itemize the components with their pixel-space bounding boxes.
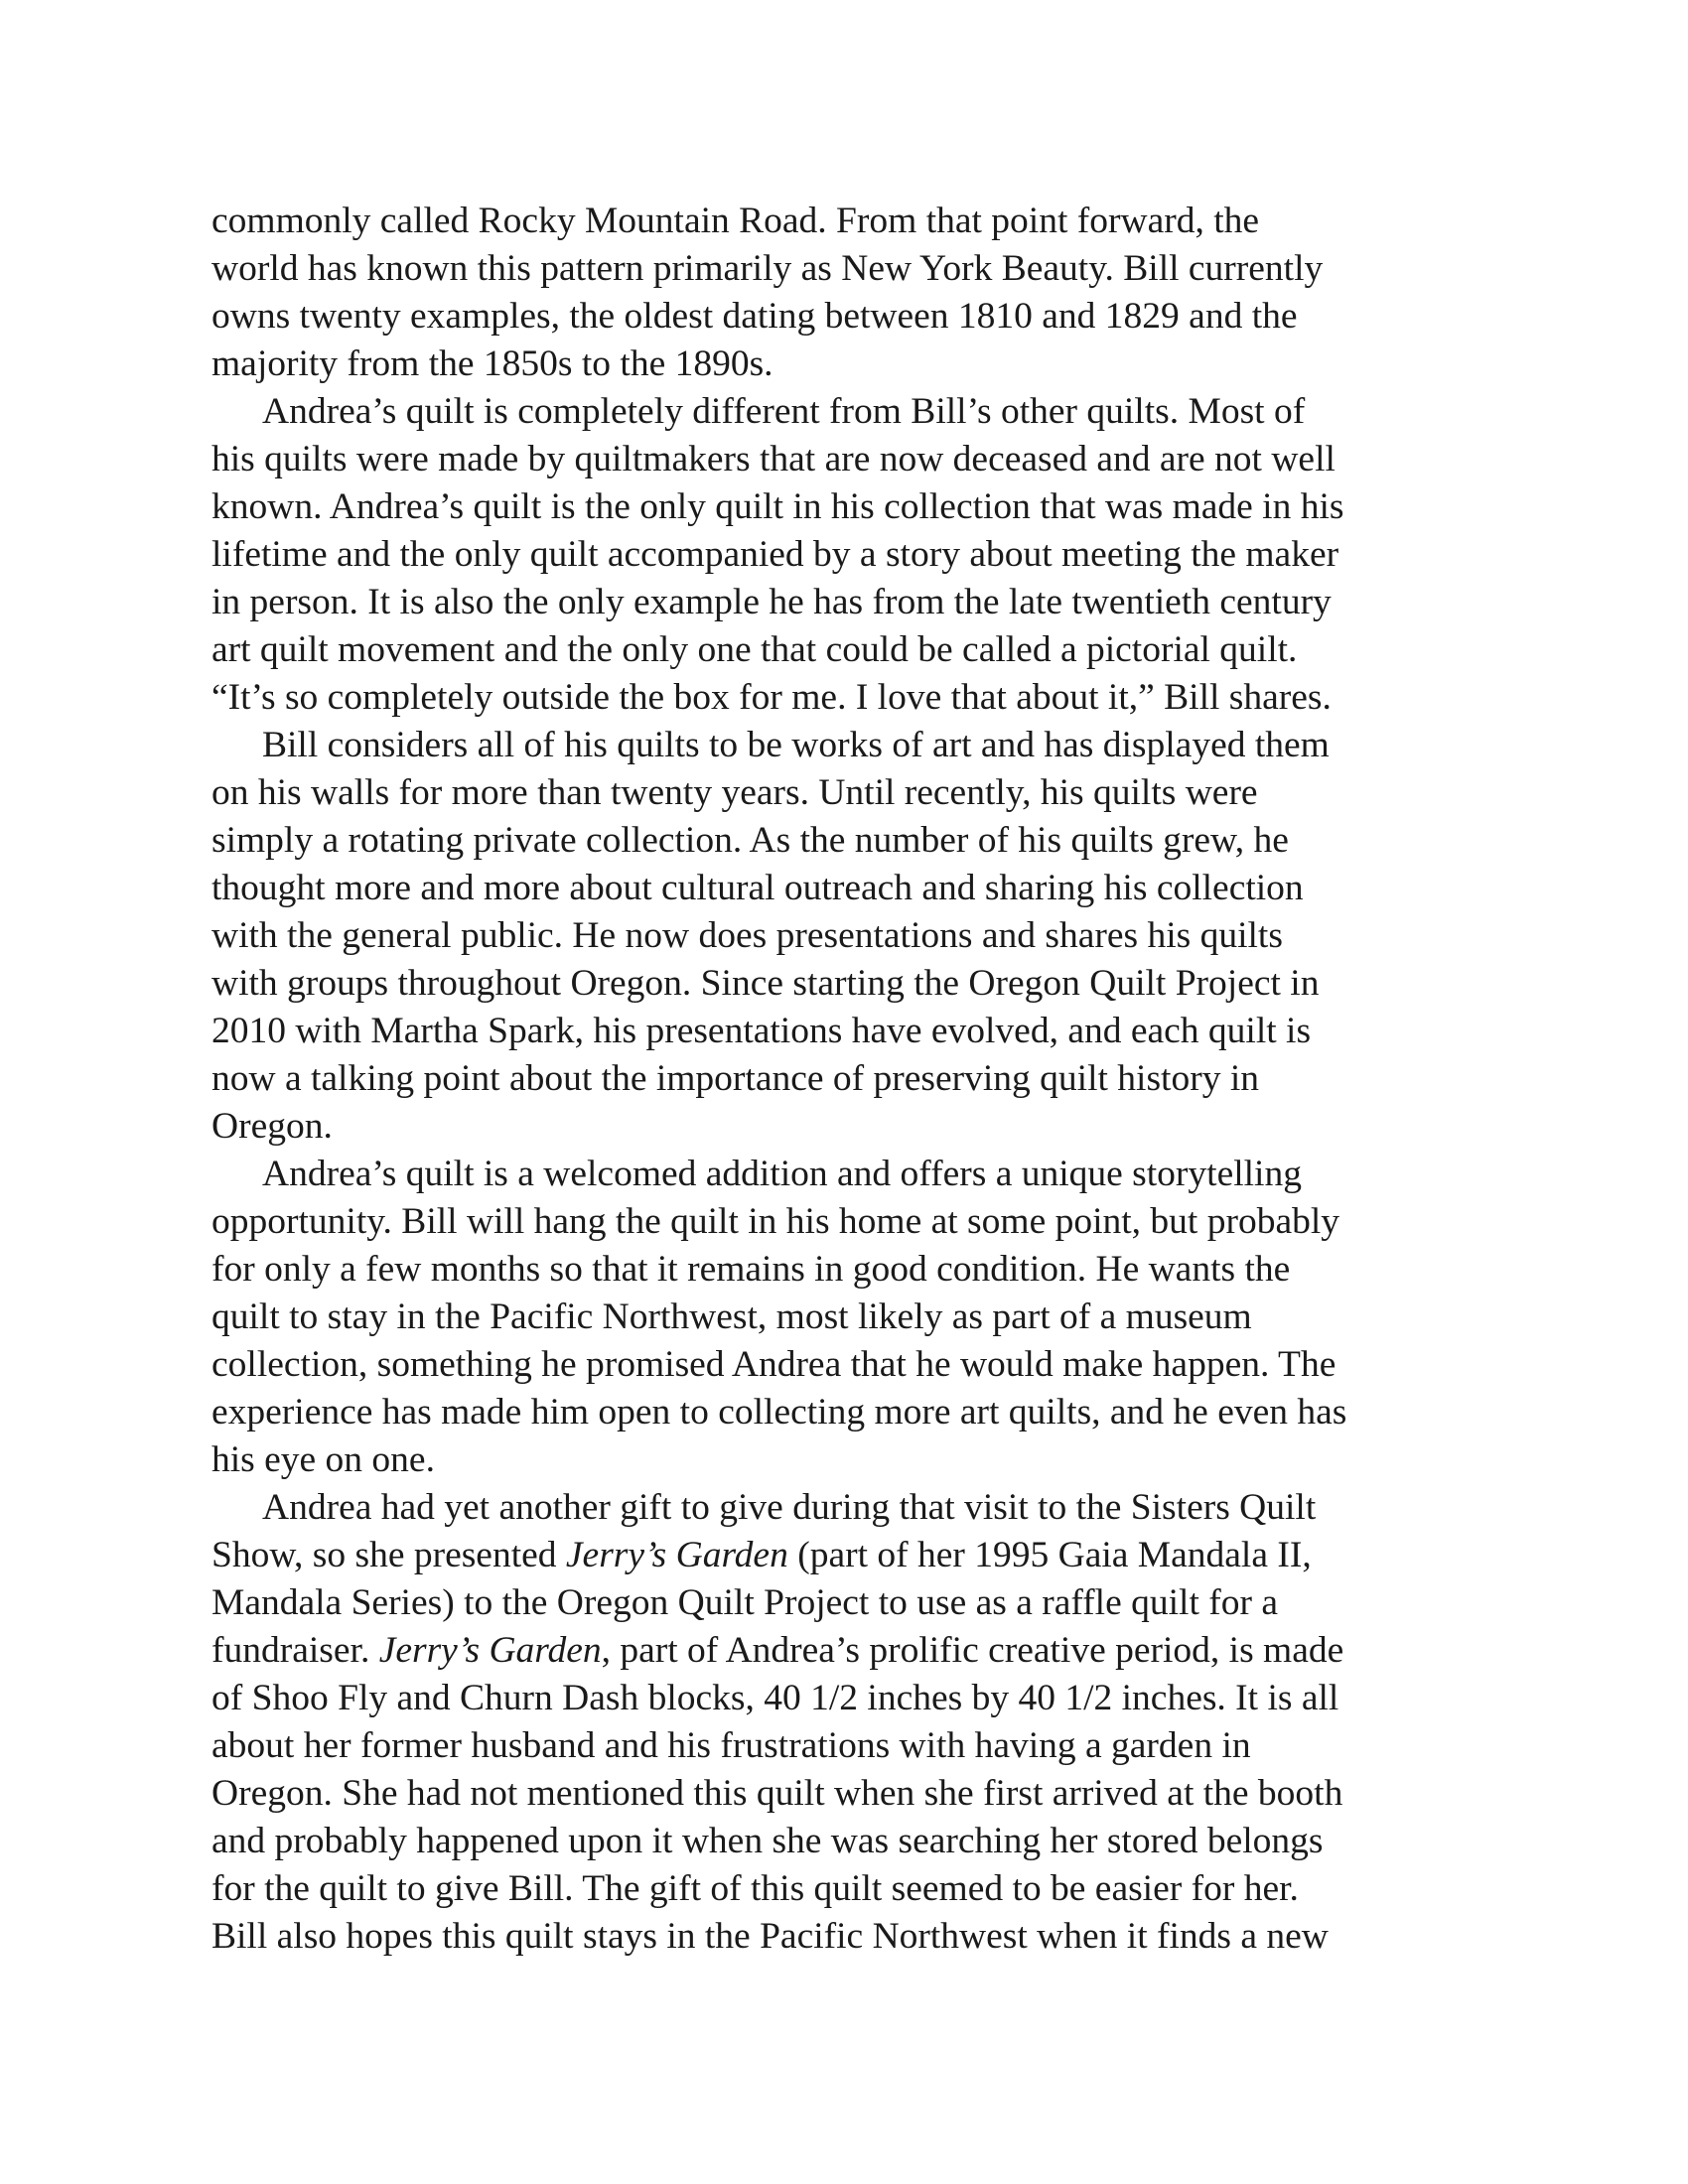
text-line bbox=[211, 817, 1492, 865]
text-run: Oregon. She had not mentioned this quilt when she first arrived at the booth bbox=[211, 1773, 1343, 1814]
text-run: owns twenty examples, the oldest dating between 1810 and 1829 and the bbox=[211, 296, 1298, 337]
paragraph bbox=[211, 1484, 1492, 1961]
text-run: Mandala Series) to the Oregon Quilt Project to use as a raffle quilt for a bbox=[211, 1582, 1278, 1623]
text-line bbox=[211, 1198, 1492, 1246]
text-line bbox=[211, 1151, 1492, 1198]
text-line bbox=[211, 626, 1492, 674]
text-line bbox=[211, 912, 1492, 960]
text-run: about her former husband and his frustrations with having a garden in bbox=[211, 1725, 1251, 1766]
text-run: on his walls for more than twenty years. Until recently, his quilts were bbox=[211, 772, 1258, 813]
text-run: Oregon. bbox=[211, 1106, 333, 1147]
text-line bbox=[211, 1055, 1492, 1103]
text-run: , part of Andrea’s prolific creative period, is made bbox=[601, 1630, 1344, 1671]
text-run: Bill considers all of his quilts to be works of art and has displayed them bbox=[262, 725, 1330, 765]
text-run: of Shoo Fly and Churn Dash blocks, 40 1/2 inches by 40 1/2 inches. It is all bbox=[211, 1678, 1339, 1718]
text-line bbox=[211, 1389, 1492, 1436]
text-run: Show, so she presented bbox=[211, 1535, 566, 1575]
text-line bbox=[211, 1246, 1492, 1294]
text-line bbox=[211, 865, 1492, 912]
text-line bbox=[211, 483, 1492, 531]
text-run: in person. It is also the only example he has from the late twentieth century bbox=[211, 582, 1332, 622]
text-line bbox=[211, 436, 1492, 483]
text-run: and probably happened upon it when she was searching her stored belongs bbox=[211, 1821, 1324, 1861]
text-run: thought more and more about cultural outreach and sharing his collection bbox=[211, 868, 1304, 908]
text-run: commonly called Rocky Mountain Road. From that point forward, the bbox=[211, 201, 1260, 241]
text-run: with groups throughout Oregon. Since starting the Oregon Quilt Project in bbox=[211, 963, 1320, 1004]
paragraph bbox=[211, 388, 1492, 722]
text-line bbox=[211, 579, 1492, 626]
text-run: Andrea’s quilt is completely different from Bill’s other quilts. Most of bbox=[262, 391, 1306, 432]
text-run: his quilts were made by quiltmakers that are now deceased and are not well bbox=[211, 439, 1336, 479]
text-line bbox=[211, 1532, 1492, 1579]
text-line bbox=[211, 1008, 1492, 1055]
text-run: for the quilt to give Bill. The gift of this quilt seemed to be easier for her. bbox=[211, 1868, 1299, 1909]
text-line bbox=[211, 960, 1492, 1008]
text-run: art quilt movement and the only one that could be called a pictorial quilt. bbox=[211, 629, 1298, 670]
text-line bbox=[211, 1675, 1492, 1722]
text-run: majority from the 1850s to the 1890s. bbox=[211, 343, 774, 384]
text-run: 2010 with Martha Spark, his presentations have evolved, and each quilt is bbox=[211, 1011, 1312, 1051]
text-run: “It’s so completely outside the box for me. I love that about it,” Bill shares. bbox=[211, 677, 1332, 718]
text-run: Bill also hopes this quilt stays in the Pacific Northwest when it finds a new bbox=[211, 1916, 1329, 1957]
text-run: known. Andrea’s quilt is the only quilt in his collection that was made in his bbox=[211, 486, 1344, 527]
text-line bbox=[211, 1484, 1492, 1532]
text-line bbox=[211, 722, 1492, 769]
text-run: lifetime and the only quilt accompanied by a story about meeting the maker bbox=[211, 534, 1339, 575]
text-line bbox=[211, 1294, 1492, 1341]
text-run: opportunity. Bill will hang the quilt in his home at some point, but probably bbox=[211, 1201, 1340, 1242]
page-body bbox=[211, 198, 1492, 1961]
text-line bbox=[211, 674, 1492, 722]
text-line bbox=[211, 769, 1492, 817]
text-line bbox=[211, 1818, 1492, 1865]
text-run: Andrea had yet another gift to give during that visit to the Sisters Quilt bbox=[262, 1487, 1317, 1528]
text-line bbox=[211, 1722, 1492, 1770]
text-run: world has known this pattern primarily as New York Beauty. Bill currently bbox=[211, 248, 1324, 289]
text-line bbox=[211, 1913, 1492, 1961]
text-line bbox=[211, 198, 1492, 245]
paragraph bbox=[211, 198, 1492, 388]
paragraph bbox=[211, 722, 1492, 1151]
text-line bbox=[211, 1579, 1492, 1627]
text-run: now a talking point about the importance of preserving quilt history in bbox=[211, 1058, 1259, 1099]
text-run: fundraiser. bbox=[211, 1630, 379, 1671]
text-run: for only a few months so that it remains in good condition. He wants the bbox=[211, 1249, 1291, 1290]
text-run: Andrea’s quilt is a welcomed addition and offers a unique storytelling bbox=[262, 1154, 1302, 1194]
paragraph bbox=[211, 1151, 1492, 1484]
text-run: simply a rotating private collection. As the number of his quilts grew, he bbox=[211, 820, 1289, 861]
text-line bbox=[211, 1436, 1492, 1484]
text-run: his eye on one. bbox=[211, 1439, 435, 1480]
text-run: collection, something he promised Andrea that he would make happen. The bbox=[211, 1344, 1336, 1385]
text-line bbox=[211, 341, 1492, 388]
italic-title: Jerry’s Garden bbox=[565, 1535, 788, 1575]
italic-title: Jerry’s Garden bbox=[378, 1630, 602, 1671]
text-line bbox=[211, 531, 1492, 579]
text-line bbox=[211, 1341, 1492, 1389]
text-line bbox=[211, 1627, 1492, 1675]
text-run: (part of her 1995 Gaia Mandala II, bbox=[787, 1535, 1312, 1575]
text-line bbox=[211, 388, 1492, 436]
text-line bbox=[211, 293, 1492, 341]
text-run: experience has made him open to collecting more art quilts, and he even has bbox=[211, 1392, 1347, 1433]
text-line bbox=[211, 1770, 1492, 1818]
text-run: with the general public. He now does presentations and shares his quilts bbox=[211, 915, 1283, 956]
text-line bbox=[211, 245, 1492, 293]
text-run: quilt to stay in the Pacific Northwest, most likely as part of a museum bbox=[211, 1297, 1252, 1337]
text-line bbox=[211, 1865, 1492, 1913]
text-line bbox=[211, 1103, 1492, 1151]
